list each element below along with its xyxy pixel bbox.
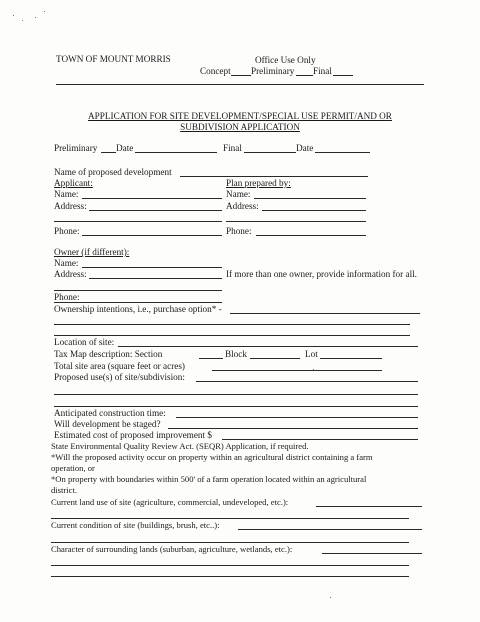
final-office-label: Final (313, 66, 332, 76)
current-use-field-2[interactable] (51, 518, 409, 519)
plan-phone-label: Phone: (226, 226, 252, 236)
estimated-cost-label: Estimated cost of proposed improvement $ (54, 430, 212, 440)
plan-address-field[interactable] (262, 210, 366, 211)
tax-map-label: Tax Map description: Section (54, 349, 163, 359)
seqr-line-5: district. (51, 485, 78, 495)
current-condition-field-2[interactable] (51, 542, 409, 543)
estimated-cost-field[interactable] (222, 439, 418, 440)
current-use-field[interactable] (316, 506, 422, 507)
location-field[interactable] (118, 346, 418, 347)
ownership-intentions-field[interactable] (230, 313, 420, 314)
plan-phone-field[interactable] (256, 235, 366, 236)
owner-phone-field[interactable] (54, 302, 222, 303)
applicant-name-label: Name: (54, 189, 79, 199)
ownership-intentions-label: Ownership intentions, i.e., purchase option* - (54, 304, 222, 314)
plan-address-label: Address: (226, 201, 259, 211)
proposed-use-label: Proposed use(s) of site/subdivision: (54, 372, 185, 382)
owner-address-field-2[interactable] (54, 290, 222, 291)
construction-time-label: Anticipated construction time: (54, 408, 166, 418)
current-condition-label: Current condition of site (buildings, brush, etc..): (51, 520, 220, 530)
plan-name-field[interactable] (254, 198, 366, 199)
owner-address-label: Address: (54, 269, 87, 279)
applicant-phone-label: Phone: (54, 226, 80, 236)
preliminary-office-field[interactable] (296, 75, 313, 76)
plan-heading: Plan prepared by: (226, 178, 291, 188)
application-subtitle: SUBDIVISION APPLICATION (180, 122, 300, 132)
ownership-intentions-field-3[interactable] (54, 335, 410, 336)
block-label: Block (225, 349, 247, 359)
proposed-use-field-2[interactable] (54, 394, 418, 395)
final-label: Final (223, 143, 242, 153)
applicant-heading: Applicant: (54, 178, 93, 188)
lot-label: Lot (305, 349, 318, 359)
application-title: APPLICATION FOR SITE DEVELOPMENT/SPECIAL USE PERMIT/AND OR (88, 111, 392, 121)
plan-address-field-2[interactable] (226, 221, 366, 222)
proposed-use-field-3[interactable] (54, 406, 418, 407)
date-label-1: Date (116, 143, 134, 153)
concept-field[interactable] (231, 75, 251, 76)
preliminary-date-field[interactable] (135, 152, 217, 153)
office-use-label: Office Use Only (255, 55, 316, 65)
applicant-address-field[interactable] (89, 210, 222, 211)
scan-speck (13, 15, 14, 16)
surrounding-lands-field-2[interactable] (51, 565, 409, 566)
proposed-use-field[interactable] (196, 381, 418, 382)
scan-speck (22, 20, 23, 21)
owner-heading: Owner (if different): (54, 247, 130, 257)
location-label: Location of site: (54, 337, 115, 347)
surrounding-lands-field[interactable] (322, 553, 422, 554)
seqr-line-3: operation, or (51, 463, 95, 473)
final-date-field[interactable] (315, 152, 370, 153)
owner-name-field[interactable] (82, 267, 222, 268)
multiple-owners-note: If more than one owner, provide information for all. (226, 269, 417, 279)
preliminary-field[interactable] (101, 152, 116, 153)
seqr-line-4: *On property with boundaries within 500' of a farm operation located within an agricultural (51, 474, 367, 484)
town-name: TOWN OF MOUNT MORRIS (56, 54, 171, 64)
concept-label: Concept (200, 66, 231, 76)
applicant-name-field[interactable] (82, 198, 222, 199)
seqr-line-2: *Will the proposed activity occur on property within an agricultural district containing a farm (51, 452, 373, 462)
applicant-address-label: Address: (54, 201, 87, 211)
scan-speck (330, 597, 331, 598)
surrounding-lands-label: Character of surrounding lands (suburban, agriculture, wetlands, etc.): (51, 544, 293, 554)
applicant-phone-field[interactable] (82, 235, 222, 236)
staged-field[interactable] (168, 428, 418, 429)
construction-time-field[interactable] (176, 417, 418, 418)
total-area-field[interactable] (212, 370, 382, 371)
surrounding-lands-field-3[interactable] (51, 576, 409, 577)
date-label-2: Date (296, 143, 314, 153)
development-name-field[interactable] (180, 176, 368, 177)
scan-speck (35, 17, 36, 18)
current-condition-field[interactable] (238, 529, 422, 530)
scan-speck (44, 11, 45, 12)
ownership-intentions-field-2[interactable] (54, 324, 410, 325)
final-office-field[interactable] (333, 75, 353, 76)
owner-address-field[interactable] (89, 278, 222, 279)
preliminary-label: Preliminary (54, 143, 98, 153)
current-use-label: Current land use of site (agriculture, commercial, undeveloped, etc.): (51, 497, 289, 507)
preliminary-office-label: Preliminary (251, 66, 295, 76)
block-field[interactable] (250, 358, 300, 359)
plan-name-label: Name: (226, 189, 251, 199)
lot-field[interactable] (320, 358, 382, 359)
owner-name-label: Name: (54, 258, 79, 268)
staged-label: Will development be staged? (54, 419, 161, 429)
applicant-address-field-2[interactable] (54, 221, 222, 222)
tax-map-section-field[interactable] (199, 358, 223, 359)
final-field[interactable] (244, 152, 296, 153)
seqr-line-1: State Environmental Quality Review Act. (SEQR) Application, if required. (51, 441, 309, 451)
total-area-label: Total site area (square feet or acres) (54, 361, 185, 371)
header-divider (56, 84, 424, 85)
owner-phone-label: Phone: (54, 292, 80, 302)
development-name-label: Name of proposed development (54, 167, 172, 177)
